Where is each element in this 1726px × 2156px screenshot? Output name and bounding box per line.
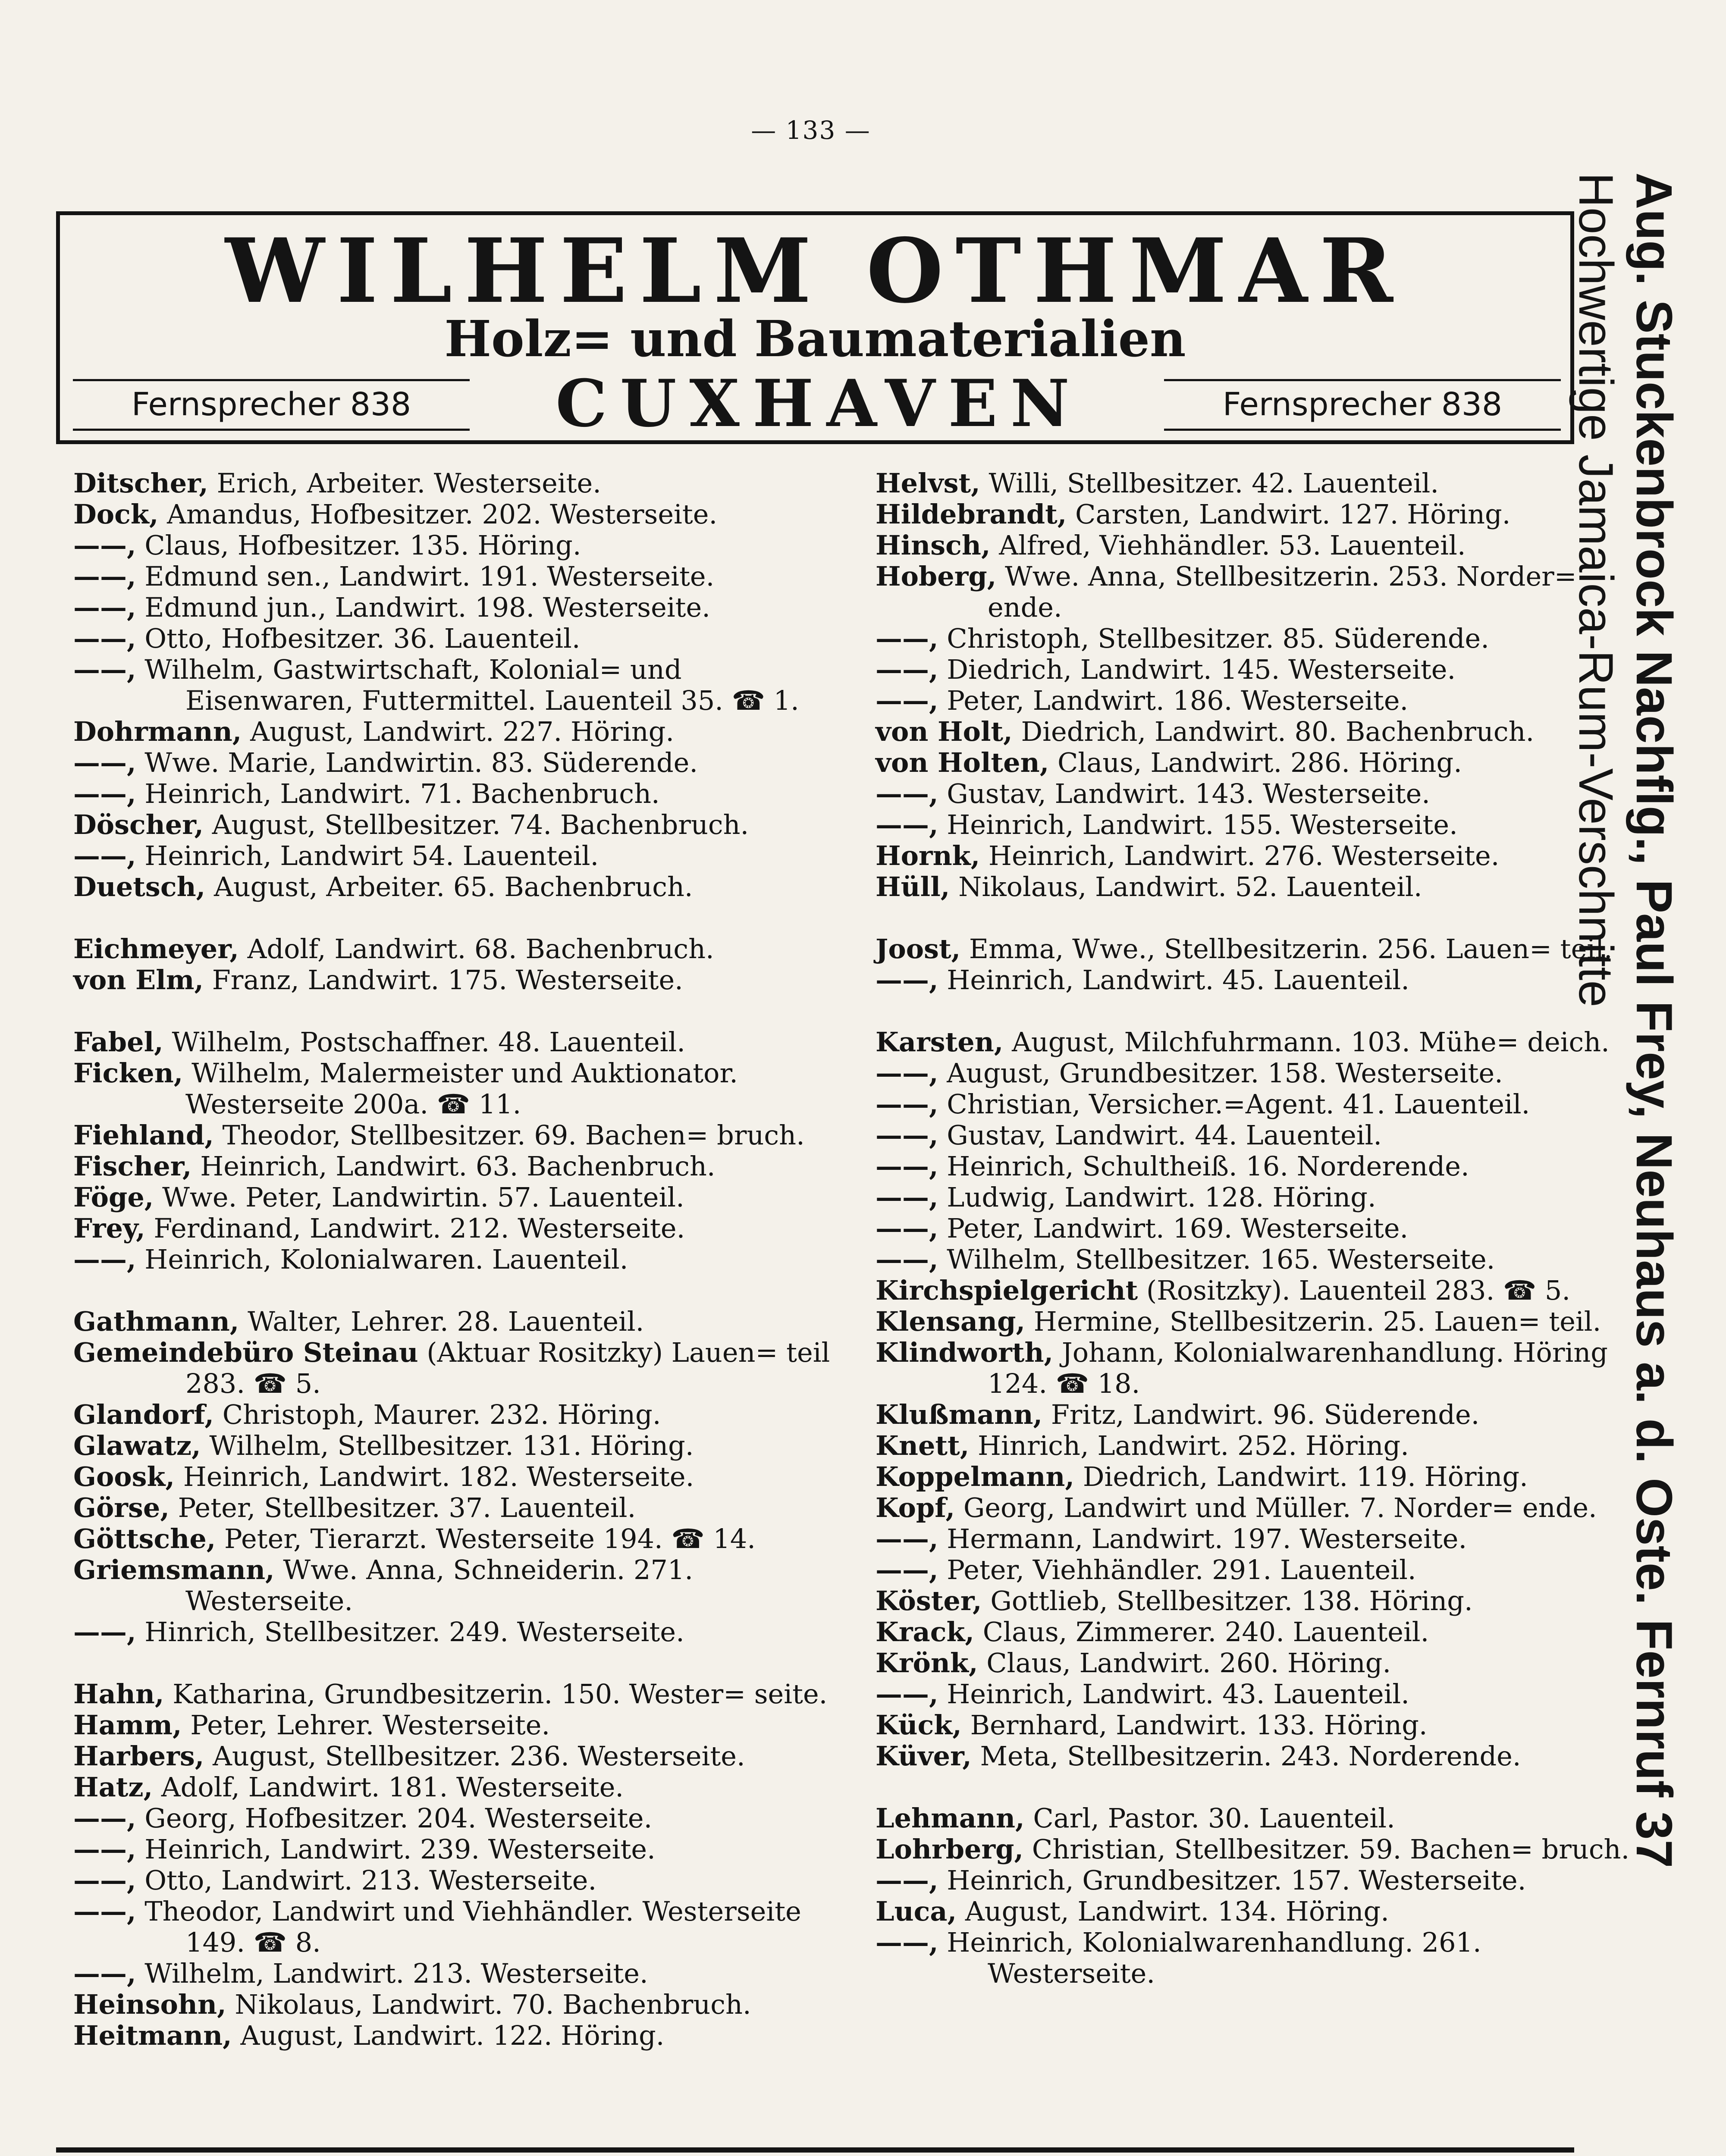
directory-entry (73, 1834, 850, 1865)
entry-surname: Köster, (876, 1585, 982, 1617)
directory-entry (876, 747, 1652, 778)
entry-details: Hermann, Landwirt. 197. Westerseite. (938, 1523, 1467, 1554)
entry-details: Heinrich, Landwirt. 43. Lauenteil. (938, 1678, 1409, 1710)
directory-entry (876, 654, 1652, 685)
directory-entry (876, 1089, 1652, 1120)
directory-entry (876, 530, 1652, 561)
directory-entry (73, 1337, 850, 1399)
directory-entry (73, 1306, 850, 1337)
entry-surname: Koppelmann, (876, 1461, 1075, 1492)
entry-surname: Hinsch, (876, 530, 991, 561)
directory-entry (876, 1648, 1652, 1679)
entry-surname: Kirchspielgericht (876, 1275, 1138, 1306)
ad-phone-right: Fernsprecher 838 (1164, 379, 1561, 431)
entry-surname: ——, (876, 1927, 938, 1958)
directory-entry (73, 1896, 850, 1958)
directory-entry (876, 1617, 1652, 1648)
section-gap (73, 1648, 850, 1679)
directory-entry (876, 685, 1652, 716)
directory-entry (73, 2020, 850, 2051)
directory-entry (876, 1182, 1652, 1213)
ad-phone-left: Fernsprecher 838 (73, 379, 470, 431)
directory-entry (876, 1554, 1652, 1586)
side-ad-line-1: Aug. Stuckenbrock Nachflg., Paul Frey, Neuhaus a. d. Oste. Fernruf 37 (1626, 172, 1682, 1868)
entry-details: Peter, Stellbesitzer. 37. Lauenteil. (169, 1492, 636, 1523)
entry-details: Otto, Hofbesitzer. 36. Lauenteil. (136, 623, 581, 654)
directory-entry (73, 716, 850, 747)
entry-details: Diedrich, Landwirt. 80. Bachenbruch. (1012, 716, 1535, 747)
directory-entry (73, 1058, 850, 1120)
entry-details: Christian, Versicher.=Agent. 41. Lauenteil. (938, 1088, 1530, 1120)
entry-details: Heinrich, Landwirt. 239. Westerseite. (136, 1833, 656, 1865)
entry-surname: Gathmann, (73, 1306, 239, 1337)
ad-city: CUXHAVEN (555, 366, 1083, 442)
entry-surname: Hatz, (73, 1771, 153, 1803)
entry-surname: Dohrmann, (73, 716, 242, 747)
entry-surname: ——, (876, 778, 938, 809)
entry-surname: ——, (73, 747, 136, 778)
entry-surname: ——, (73, 1616, 136, 1648)
entry-surname: ——, (876, 964, 938, 996)
entry-details: Wwe. Marie, Landwirtin. 83. Süderende. (136, 747, 698, 778)
entry-surname: ——, (73, 1802, 136, 1834)
section-gap (876, 996, 1652, 1027)
entry-details: Hinrich, Stellbesitzer. 249. Westerseite. (136, 1616, 684, 1648)
entry-surname: Klindworth, (876, 1337, 1054, 1368)
directory-entry (876, 1834, 1652, 1865)
entry-details: Georg, Landwirt und Müller. 7. Norder= ende. (955, 1492, 1597, 1523)
entry-surname: Knett, (876, 1430, 970, 1461)
directory-entry (876, 561, 1652, 623)
directory-entry (876, 1461, 1652, 1492)
entry-details: Walter, Lehrer. 28. Lauenteil. (239, 1306, 644, 1337)
entry-details: Heinrich, Schultheiß. 16. Norderende. (938, 1150, 1469, 1182)
side-ad-line-2: Hochwertige Jamaica-Rum-Verschnitte (1569, 172, 1623, 1007)
entry-details: Gustav, Landwirt. 143. Westerseite. (938, 778, 1430, 809)
directory-entry (876, 1523, 1652, 1554)
entry-details: Carsten, Landwirt. 127. Höring. (1067, 498, 1511, 530)
directory-entry (876, 809, 1652, 840)
entry-surname: ——, (876, 1865, 938, 1896)
directory-entry (876, 716, 1652, 747)
entry-surname: Lehmann, (876, 1802, 1025, 1834)
directory-entry (73, 934, 850, 965)
top-advertisement (56, 211, 1574, 444)
section-gap (73, 1275, 850, 1306)
directory-entry (876, 1865, 1652, 1896)
directory-entry (73, 1865, 850, 1896)
entry-details: Hermine, Stellbesitzerin. 25. Lauen= teil. (1025, 1306, 1601, 1337)
entry-details: Wilhelm, Stellbesitzer. 165. Westerseite. (938, 1244, 1495, 1275)
ad-trade: Holz= und Baumaterialien (444, 310, 1186, 368)
directory-entry (876, 1430, 1652, 1461)
entry-details: Claus, Zimmerer. 240. Lauenteil. (974, 1616, 1429, 1648)
entry-details: Edmund sen., Landwirt. 191. Westerseite. (136, 561, 715, 592)
entry-details: August, Arbeiter. 65. Bachenbruch. (205, 871, 693, 903)
directory-entry (876, 1151, 1652, 1182)
entry-surname: Kück, (876, 1709, 962, 1741)
entry-details: Erich, Arbeiter. Westerseite. (208, 467, 601, 499)
entry-details: Christian, Stellbesitzer. 59. Bachen= bruch. (1023, 1833, 1630, 1865)
entry-surname: ——, (876, 1244, 938, 1275)
entry-surname: ——, (73, 530, 136, 561)
entry-surname: Karsten, (876, 1026, 1004, 1058)
entry-surname: ——, (876, 1213, 938, 1244)
entry-details: Adolf, Landwirt. 181. Westerseite. (153, 1771, 624, 1803)
entry-details: Claus, Landwirt. 286. Höring. (1049, 747, 1462, 778)
entry-surname: ——, (73, 1865, 136, 1896)
entry-surname: ——, (876, 1057, 938, 1089)
directory-entry (73, 1492, 850, 1523)
entry-surname: Klensang, (876, 1306, 1026, 1337)
directory-entry (73, 1989, 850, 2020)
entry-surname: Görse, (73, 1492, 169, 1523)
directory-entry (876, 1710, 1652, 1741)
entry-surname: Fischer, (73, 1150, 192, 1182)
directory-entry (876, 1244, 1652, 1275)
directory-entry (73, 1617, 850, 1648)
side-advertisement (1568, 172, 1684, 1868)
directory-entry (73, 965, 850, 996)
section-gap (876, 1772, 1652, 1803)
directory-entry (876, 934, 1652, 965)
directory-entry (876, 965, 1652, 996)
entry-surname: Harbers, (73, 1740, 204, 1772)
entry-details: Hinrich, Landwirt. 252. Höring. (969, 1430, 1409, 1461)
directory-entry (73, 1399, 850, 1430)
entry-surname: Fabel, (73, 1026, 163, 1058)
entry-details: Wwe. Peter, Landwirtin. 57. Lauenteil. (154, 1181, 684, 1213)
directory-entry (73, 561, 850, 592)
directory-entry (876, 1399, 1652, 1430)
entry-details: Claus, Hofbesitzer. 135. Höring. (136, 530, 581, 561)
directory-entry (876, 1679, 1652, 1710)
entry-details: Edmund jun., Landwirt. 198. Westerseite. (136, 592, 710, 623)
entry-details: Fritz, Landwirt. 96. Süderende. (1042, 1399, 1480, 1430)
entry-details: August, Stellbesitzer. 74. Bachenbruch. (204, 809, 749, 840)
directory-entry (876, 1492, 1652, 1523)
entry-details: Heinrich, Landwirt. 182. Westerseite. (175, 1461, 694, 1492)
entry-details: Ludwig, Landwirt. 128. Höring. (938, 1181, 1376, 1213)
entry-surname: ——, (876, 654, 938, 685)
entry-details: Peter, Viehhändler. 291. Lauenteil. (938, 1554, 1416, 1586)
entry-details: Willi, Stellbesitzer. 42. Lauenteil. (980, 467, 1439, 499)
entry-surname: Küver, (876, 1740, 972, 1772)
entry-details: August, Stellbesitzer. 236. Westerseite. (204, 1740, 745, 1772)
entry-details: Heinrich, Kolonialwaren. Lauenteil. (136, 1244, 628, 1275)
directory-entry (73, 1803, 850, 1834)
directory-entry (73, 1958, 850, 1989)
entry-details: Christoph, Stellbesitzer. 85. Süderende. (938, 623, 1489, 654)
entry-surname: Luca, (876, 1896, 957, 1927)
entry-surname: Hamm, (73, 1709, 182, 1741)
entry-surname: Glawatz, (73, 1430, 201, 1461)
directory-entry (876, 1058, 1652, 1089)
entry-surname: Hornk, (876, 840, 980, 871)
directory-entry (73, 592, 850, 623)
directory-entry (73, 1772, 850, 1803)
directory-entry (876, 1803, 1652, 1834)
entry-details: Katharina, Grundbesitzerin. 150. Wester= seite. (164, 1678, 828, 1710)
directory-entry (876, 1896, 1652, 1927)
entry-surname: ——, (876, 809, 938, 840)
entry-surname: Dock, (73, 498, 159, 530)
entry-details: Heinrich, Landwirt 54. Lauenteil. (136, 840, 599, 871)
entry-surname: ——, (876, 1088, 938, 1120)
entry-details: August, Landwirt. 134. Höring. (957, 1896, 1389, 1927)
entry-surname: Eichmeyer, (73, 933, 239, 965)
entry-details: Wilhelm, Stellbesitzer. 131. Höring. (201, 1430, 694, 1461)
directory-entry (73, 1741, 850, 1772)
entry-details: Heinrich, Landwirt. 45. Lauenteil. (938, 964, 1409, 996)
entry-surname: ——, (876, 1523, 938, 1554)
entry-details: August, Milchfuhrmann. 103. Mühe= deich. (1003, 1026, 1610, 1058)
entry-surname: von Elm, (73, 964, 204, 996)
directory-entry (73, 1182, 850, 1213)
entry-surname: Fiehland, (73, 1119, 214, 1151)
entry-details: Claus, Landwirt. 260. Höring. (978, 1647, 1391, 1679)
entry-surname: ——, (73, 654, 136, 685)
entry-details: Bernhard, Landwirt. 133. Höring. (961, 1709, 1428, 1741)
entry-surname: Göttsche, (73, 1523, 216, 1554)
directory-entry (73, 1523, 850, 1554)
directory-column-right (876, 468, 1652, 1989)
entry-details: August, Landwirt. 227. Höring. (242, 716, 675, 747)
entry-details: Heinrich, Grundbesitzer. 157. Westerseite. (938, 1865, 1526, 1896)
entry-surname: ——, (876, 685, 938, 716)
entry-details: Heinrich, Landwirt. 63. Bachenbruch. (191, 1150, 716, 1182)
directory-entry (73, 1679, 850, 1710)
directory-entry (73, 747, 850, 778)
entry-surname: ——, (73, 1244, 136, 1275)
entry-details: Heinrich, Landwirt. 155. Westerseite. (938, 809, 1458, 840)
entry-details: Peter, Lehrer. Westerseite. (182, 1709, 550, 1741)
entry-details: Gustav, Landwirt. 44. Lauenteil. (938, 1119, 1382, 1151)
entry-details: Meta, Stellbesitzerin. 243. Norderende. (971, 1740, 1521, 1772)
entry-details: (Aktuar Rositzky) Lauen= teil 283. ☎ 5. (185, 1337, 830, 1399)
directory-entry (73, 778, 850, 809)
entry-surname: Hüll, (876, 871, 950, 903)
entry-surname: Duetsch, (73, 871, 206, 903)
directory-entry (73, 871, 850, 903)
directory-entry (876, 468, 1652, 499)
entry-surname: Kopf, (876, 1492, 955, 1523)
entry-surname: Ficken, (73, 1057, 183, 1089)
entry-details: Theodor, Stellbesitzer. 69. Bachen= bruch. (213, 1119, 805, 1151)
directory-entry (876, 840, 1652, 871)
directory-entry (73, 1027, 850, 1058)
directory-entry (73, 623, 850, 654)
entry-surname: Frey, (73, 1213, 145, 1244)
directory-entry (876, 1275, 1652, 1306)
entry-details: Christoph, Maurer. 232. Höring. (214, 1399, 661, 1430)
entry-details: Nikolaus, Landwirt. 52. Lauenteil. (950, 871, 1422, 903)
entry-surname: Heitmann, (73, 2020, 232, 2051)
entry-details: Wwe. Anna, Stellbesitzerin. 253. Norder= ende. (988, 561, 1577, 623)
entry-surname: ——, (876, 623, 938, 654)
entry-details: Heinrich, Landwirt. 71. Bachenbruch. (136, 778, 660, 809)
entry-surname: ——, (876, 1150, 938, 1182)
directory-entry (73, 499, 850, 530)
entry-surname: Goosk, (73, 1461, 175, 1492)
entry-surname: ——, (73, 1958, 136, 1989)
section-gap (876, 903, 1652, 934)
entry-details: Wwe. Anna, Schneiderin. 271. Westerseite. (185, 1554, 694, 1617)
entry-surname: von Holt, (876, 716, 1013, 747)
directory-entry (73, 1213, 850, 1244)
directory-entry (73, 1554, 850, 1617)
entry-surname: Helvst, (876, 467, 980, 499)
entry-details: Diedrich, Landwirt. 145. Westerseite. (938, 654, 1456, 685)
section-gap (73, 903, 850, 934)
directory-entry (876, 1120, 1652, 1151)
entry-surname: Heinsohn, (73, 1989, 226, 2020)
entry-details: Alfred, Viehhändler. 53. Lauenteil. (990, 530, 1466, 561)
section-gap (73, 996, 850, 1027)
entry-details: August, Landwirt. 122. Höring. (232, 2020, 665, 2051)
directory-entry (73, 1244, 850, 1275)
entry-surname: Krönk, (876, 1647, 978, 1679)
entry-surname: Föge, (73, 1181, 154, 1213)
bottom-advertisement (56, 2147, 1574, 2156)
entry-surname: ——, (876, 1678, 938, 1710)
directory-entry (73, 840, 850, 871)
directory-entry (876, 1213, 1652, 1244)
directory-entry (73, 809, 850, 840)
entry-details: August, Grundbesitzer. 158. Westerseite. (938, 1057, 1503, 1089)
directory-entry (73, 1430, 850, 1461)
directory-entry (876, 871, 1652, 903)
entry-details: Peter, Landwirt. 169. Westerseite. (938, 1213, 1409, 1244)
directory-entry (73, 1461, 850, 1492)
directory-entry (73, 1120, 850, 1151)
entry-surname: Gemeindebüro Steinau (73, 1337, 418, 1368)
entry-details: Wilhelm, Gastwirtschaft, Kolonial= und Eisenwaren, Futtermittel. Lauenteil 35. ☎ 1. (136, 654, 799, 716)
entry-surname: Hildebrandt, (876, 498, 1067, 530)
entry-surname: ——, (73, 561, 136, 592)
directory-entry (876, 778, 1652, 809)
entry-surname: Glandorf, (73, 1399, 214, 1430)
entry-details: Peter, Tierarzt. Westerseite 194. ☎ 14. (216, 1523, 756, 1554)
directory-entry (73, 530, 850, 561)
entry-surname: ——, (876, 1119, 938, 1151)
entry-details: Wilhelm, Malermeister und Auktionator. Westerseite 200a. ☎ 11. (183, 1057, 738, 1120)
directory-entry (73, 1710, 850, 1741)
entry-surname: Döscher, (73, 809, 204, 840)
directory-entry (876, 1927, 1652, 1989)
entry-surname: ——, (876, 1181, 938, 1213)
entry-details: Franz, Landwirt. 175. Westerseite. (204, 964, 683, 996)
entry-details: Theodor, Landwirt und Viehhändler. Westerseite 149. ☎ 8. (136, 1896, 801, 1958)
directory-entry (876, 1306, 1652, 1337)
directory-entry (876, 1741, 1652, 1772)
entry-surname: Klußmann, (876, 1399, 1043, 1430)
entry-surname: Griemsmann, (73, 1554, 275, 1586)
entry-surname: ——, (73, 840, 136, 871)
entry-details: Nikolaus, Landwirt. 70. Bachenbruch. (226, 1989, 751, 2020)
entry-details: Carl, Pastor. 30. Lauenteil. (1024, 1802, 1395, 1834)
entry-details: Wilhelm, Landwirt. 213. Westerseite. (136, 1958, 648, 1989)
page-number: — 133 — (751, 116, 871, 145)
entry-surname: ——, (876, 1554, 938, 1586)
entry-details: Johann, Kolonialwarenhandlung. Höring 124. ☎ 18. (988, 1337, 1608, 1399)
directory-entry (876, 499, 1652, 530)
entry-details: Georg, Hofbesitzer. 204. Westerseite. (136, 1802, 653, 1834)
entry-details: Heinrich, Kolonialwarenhandlung. 261. Westerseite. (938, 1927, 1481, 1989)
entry-details: Emma, Wwe., Stellbesitzerin. 256. Lauen= teil. (960, 933, 1613, 965)
entry-details: (Rositzky). Lauenteil 283. ☎ 5. (1138, 1275, 1571, 1306)
directory-entry (876, 623, 1652, 654)
entry-surname: ——, (73, 623, 136, 654)
entry-surname: Hahn, (73, 1678, 164, 1710)
entry-surname: Ditscher, (73, 467, 208, 499)
entry-details: Adolf, Landwirt. 68. Bachenbruch. (239, 933, 714, 965)
directory-entry (73, 654, 850, 716)
entry-details: Heinrich, Landwirt. 276. Westerseite. (980, 840, 1500, 871)
entry-details: Peter, Landwirt. 186. Westerseite. (938, 685, 1409, 716)
entry-details: Gottlieb, Stellbesitzer. 138. Höring. (982, 1585, 1473, 1617)
entry-details: Wilhelm, Postschaffner. 48. Lauenteil. (163, 1026, 685, 1058)
directory-entry (876, 1027, 1652, 1058)
directory-entry (73, 1151, 850, 1182)
directory-column-left (73, 468, 850, 2051)
entry-details: Amandus, Hofbesitzer. 202. Westerseite. (158, 498, 718, 530)
entry-details: Ferdinand, Landwirt. 212. Westerseite. (145, 1213, 685, 1244)
directory-entry (876, 1337, 1652, 1399)
entry-surname: Hoberg, (876, 561, 997, 592)
entry-surname: ——, (73, 592, 136, 623)
entry-surname: ——, (73, 1833, 136, 1865)
entry-surname: Lohrberg, (876, 1833, 1024, 1865)
directory-entry (73, 468, 850, 499)
entry-surname: Joost, (876, 933, 961, 965)
entry-surname: Krack, (876, 1616, 975, 1648)
entry-details: Diedrich, Landwirt. 119. Höring. (1074, 1461, 1528, 1492)
ad-firm-name: WILHELM OTHMAR (225, 219, 1405, 323)
entry-surname: von Holten, (876, 747, 1049, 778)
entry-details: Otto, Landwirt. 213. Westerseite. (136, 1865, 597, 1896)
directory-entry (876, 1586, 1652, 1617)
entry-surname: ——, (73, 778, 136, 809)
entry-surname: ——, (73, 1896, 136, 1927)
